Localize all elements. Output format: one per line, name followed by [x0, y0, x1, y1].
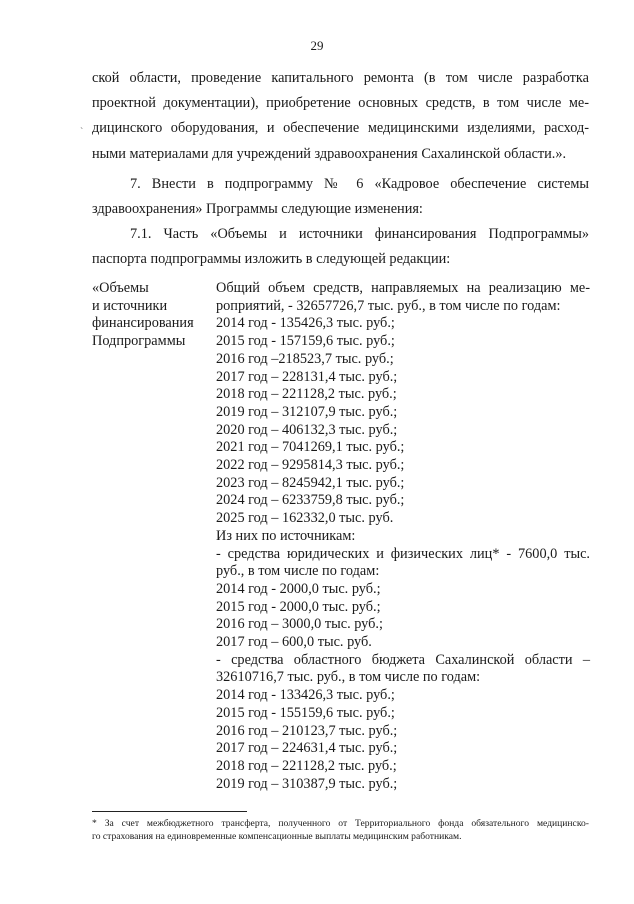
text-line: 7.1. Часть «Объемы и источники финансирования Подпрограммы» — [130, 226, 589, 242]
text-line: дицинского оборудования, и обеспечение медицинскими изделиями, расход- — [92, 120, 589, 137]
table-value-line: 2014 год - 135426,3 тыс. руб.; — [216, 315, 395, 332]
table-value-line: 2021 год – 7041269,1 тыс. руб.; — [216, 439, 405, 456]
table-value-line: 2020 год – 406132,3 тыс. руб.; — [216, 421, 398, 438]
table-value-line: 2019 год – 310387,9 тыс. руб.; — [216, 775, 398, 792]
table-value-line: 2022 год – 9295814,3 тыс. руб.; — [216, 457, 405, 474]
table-label-line: финансирования — [92, 315, 194, 332]
paragraph-item-7-1 — [92, 222, 589, 272]
table-value-line: 2014 год - 2000,0 тыс. руб.; — [216, 580, 381, 597]
table-value-line: 2015 год - 155159,6 тыс. руб.; — [216, 704, 395, 721]
footnote-divider — [92, 811, 247, 812]
table-value-line: 2017 год – 224631,4 тыс. руб.; — [216, 740, 398, 757]
table-value-line: 2015 год - 157159,6 тыс. руб.; — [216, 333, 395, 350]
text-line: паспорта подпрограммы изложить в следующей редакции: — [92, 251, 451, 268]
paragraph-continuation — [92, 66, 589, 167]
table-label-line: «Объемы — [92, 280, 149, 296]
table-value-line: 32610716,7 тыс. руб., в том числе по годам: — [216, 669, 481, 686]
table-value-line: 2017 год – 600,0 тыс. руб. — [216, 634, 372, 651]
table-value-line: 2016 год –218523,7 тыс. руб.; — [216, 350, 394, 367]
table-value-line: 2023 год – 8245942,1 тыс. руб.; — [216, 474, 405, 491]
table-value-line: 2016 год – 210123,7 тыс. руб.; — [216, 722, 398, 739]
text-line: здравоохранения» Программы следующие изменения: — [92, 201, 423, 218]
text-line: 7. Внести в подпрограмму № 6 «Кадровое обеспечение системы — [130, 176, 589, 192]
table-value-line: 2025 год – 162332,0 тыс. руб. — [216, 510, 394, 527]
table-value-line: - средства юридических и физических лиц* - 7600,0 тыс. — [216, 545, 590, 562]
table-value-line: 2024 год – 6233759,8 тыс. руб.; — [216, 492, 405, 509]
footnote-line: го страхования на единовременные компенсационные выплаты медицинским работникам. — [92, 831, 462, 842]
table-value-line: 2019 год – 312107,9 тыс. руб.; — [216, 403, 398, 420]
text-line: проектной документации), приобретение основных средств, в том числе ме- — [92, 95, 589, 112]
paragraph-item-7 — [92, 172, 589, 222]
table-value-column — [216, 280, 590, 793]
scan-mark: ` — [80, 127, 84, 138]
table-value-line: 2018 год – 221128,2 тыс. руб.; — [216, 386, 397, 403]
table-label-line: и источники — [92, 297, 168, 314]
table-value-line: 2015 год - 2000,0 тыс. руб.; — [216, 598, 381, 615]
table-label-line: Подпрограммы — [92, 333, 186, 350]
footnote-line: * За счет межбюджетного трансферта, полученного от Территориального фонда обязательного медицинско- — [92, 818, 589, 829]
table-value-line: 2014 год - 133426,3 тыс. руб.; — [216, 687, 395, 704]
table-label-column — [92, 280, 212, 351]
table-value-line: - средства областного бюджета Сахалинской области – — [216, 651, 590, 668]
table-value-line: 2018 год – 221128,2 тыс. руб.; — [216, 757, 397, 774]
footnote — [92, 817, 589, 843]
table-value-line: 2016 год – 3000,0 тыс. руб.; — [216, 616, 383, 633]
table-value-line: роприятий, - 32657726,7 тыс. руб., в том числе по годам: — [216, 297, 561, 314]
table-value-line: Из них по источникам: — [216, 527, 356, 544]
table-value-line: Общий объем средств, направляемых на реализацию ме- — [216, 280, 590, 296]
table-value-line: руб., в том числе по годам: — [216, 563, 380, 580]
text-line: ской области, проведение капитального ремонта (в том числе разработка — [92, 70, 589, 86]
text-line: ными материалами для учреждений здравоохранения Сахалинской области.». — [92, 145, 567, 162]
page-number: 29 — [310, 38, 324, 53]
table-value-line: 2017 год – 228131,4 тыс. руб.; — [216, 368, 398, 385]
